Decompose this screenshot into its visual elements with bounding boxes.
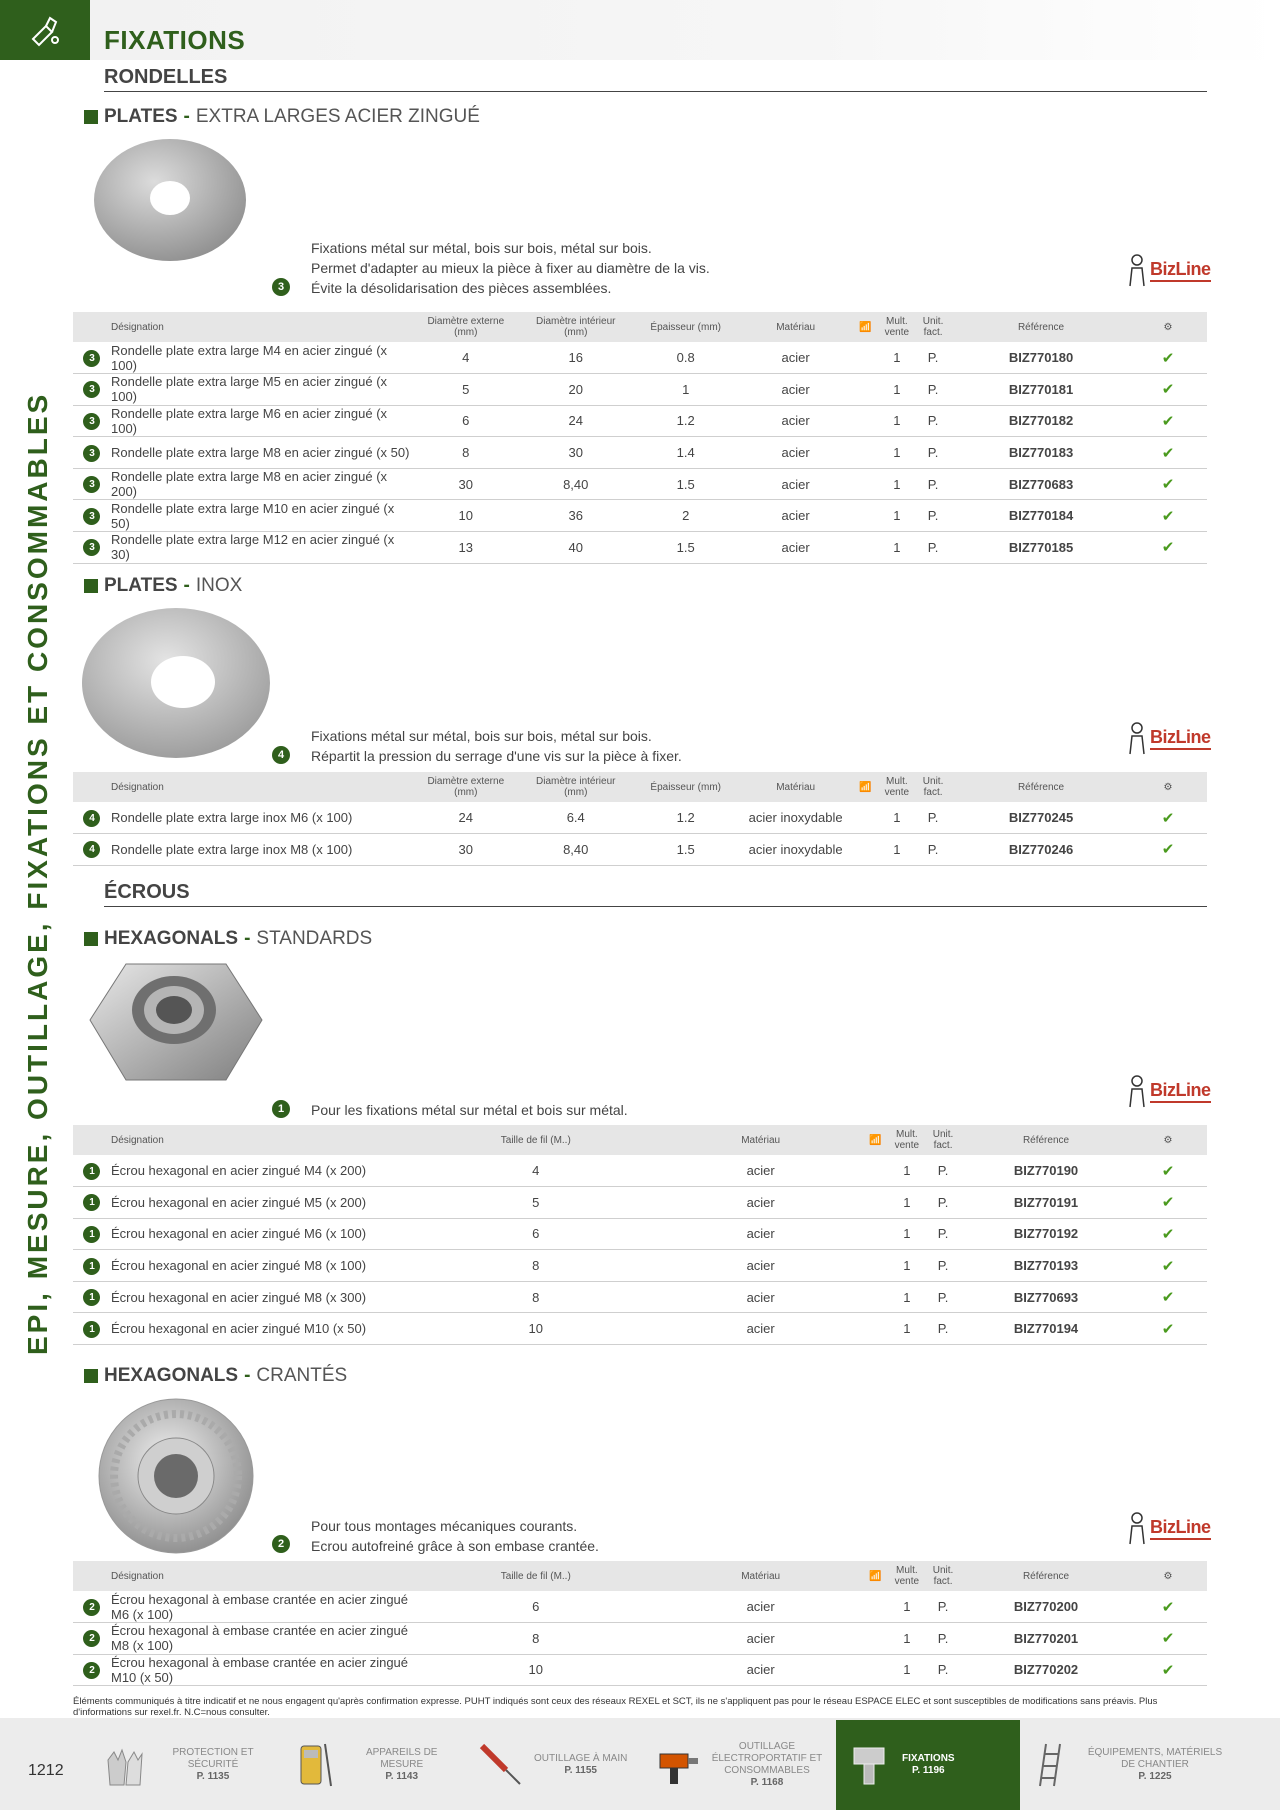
table-row <box>73 1313 1207 1345</box>
value-cell: 10 <box>411 1654 661 1686</box>
value-cell: 24 <box>411 802 521 834</box>
value-cell: acier <box>741 342 851 374</box>
value-cell: acier <box>741 374 851 406</box>
product-description: Fixations métal sur métal, bois sur bois, métal sur bois. Répartit la pression du serrage d'une vis sur la pièce à fixer. <box>311 728 682 764</box>
designation-cell: Rondelle plate extra large inox M8 (x 100) <box>111 834 411 866</box>
value-cell: 8 <box>411 1623 661 1655</box>
row-badge: 3 <box>83 381 100 398</box>
value-cell: P. <box>923 1250 963 1282</box>
value-cell: 6 <box>411 1218 661 1250</box>
spacer-cell <box>851 532 881 564</box>
reference-cell: BIZ770191 <box>963 1187 1129 1219</box>
row-badge: 3 <box>83 539 100 556</box>
spacer-cell <box>861 1281 891 1313</box>
value-cell: 1 <box>891 1250 923 1282</box>
value-cell: 1.4 <box>631 437 741 469</box>
reference-cell: BIZ770190 <box>963 1155 1129 1187</box>
reference-cell: BIZ770180 <box>953 342 1129 374</box>
reference-cell: BIZ770194 <box>963 1313 1129 1345</box>
spacer-cell <box>861 1187 891 1219</box>
spacer-cell <box>861 1218 891 1250</box>
check-icon: ✔ <box>1129 405 1207 437</box>
check-icon: ✔ <box>1129 532 1207 564</box>
check-icon: ✔ <box>1129 1654 1207 1686</box>
value-cell: 13 <box>411 532 521 564</box>
check-icon: ✔ <box>1129 834 1207 866</box>
spacer-cell <box>861 1591 891 1623</box>
spacer-cell <box>861 1250 891 1282</box>
value-cell: 1 <box>891 1218 923 1250</box>
flange-nut-image <box>96 1397 256 1555</box>
value-cell: 1 <box>881 468 913 500</box>
check-icon: ✔ <box>1129 1218 1207 1250</box>
value-cell: P. <box>923 1187 963 1219</box>
value-cell: P. <box>913 342 953 374</box>
mascot-icon <box>1126 252 1148 288</box>
reference-cell: BIZ770200 <box>963 1591 1129 1623</box>
footer-link-protection[interactable]: PROTECTION ET SÉCURITÉ P. 1135 <box>96 1720 272 1810</box>
row-badge: 1 <box>83 1258 100 1275</box>
value-cell: 1.2 <box>631 802 741 834</box>
page-title: FIXATIONS <box>104 25 246 55</box>
table-row <box>73 802 1207 834</box>
reference-cell: BIZ770192 <box>963 1218 1129 1250</box>
row-badge: 1 <box>83 1194 100 1211</box>
bullet-square <box>84 1369 98 1383</box>
value-cell: 6 <box>411 405 521 437</box>
footer-link-equipements[interactable]: ÉQUIPEMENTS, MATÉRIELS DE CHANTIER P. 1225 <box>1030 1720 1230 1810</box>
value-cell: 4 <box>411 342 521 374</box>
value-cell: P. <box>913 834 953 866</box>
value-cell: acier <box>741 405 851 437</box>
block-title-plates-inox: PLATES - INOX <box>84 575 242 597</box>
value-cell: 6 <box>411 1591 661 1623</box>
table-row <box>73 500 1207 532</box>
block-title-plates-zingue: PLATES - EXTRA LARGES ACIER ZINGUÉ <box>84 106 480 128</box>
value-cell: P. <box>913 405 953 437</box>
check-icon: ✔ <box>1129 1187 1207 1219</box>
value-cell: 2 <box>631 500 741 532</box>
bizline-logo: BizLine <box>1126 250 1211 290</box>
reference-cell: BIZ770183 <box>953 437 1129 469</box>
table-row <box>73 1187 1207 1219</box>
check-icon: ✔ <box>1129 1591 1207 1623</box>
value-cell: acier <box>741 500 851 532</box>
value-cell: acier <box>661 1313 861 1345</box>
spacer-cell <box>861 1155 891 1187</box>
bullet-square <box>84 110 98 124</box>
check-icon: ✔ <box>1129 802 1207 834</box>
value-cell: acier <box>661 1155 861 1187</box>
block-title-hex-standards: HEXAGONALS - STANDARDS <box>84 928 372 950</box>
table-row <box>73 405 1207 437</box>
table-row <box>73 1155 1207 1187</box>
row-badge: 3 <box>83 350 100 367</box>
table-row <box>73 1218 1207 1250</box>
spacer-cell <box>861 1654 891 1686</box>
check-icon: ✔ <box>1129 500 1207 532</box>
table-header: Désignation Taille de fil (M..) Matériau 📶 Mult. vente Unit. fact. Référence ⚙ <box>73 1561 1207 1591</box>
table-row <box>73 1250 1207 1282</box>
check-icon: ✔ <box>1129 437 1207 469</box>
product-description: Pour les fixations métal sur métal et bois sur métal. <box>311 1102 628 1118</box>
value-cell: 8 <box>411 437 521 469</box>
table-row <box>73 532 1207 564</box>
value-cell: 10 <box>411 1313 661 1345</box>
designation-cell: Écrou hexagonal en acier zingué M8 (x 300) <box>111 1281 411 1313</box>
designation-cell: Rondelle plate extra large M8 en acier zingué (x 50) <box>111 437 411 469</box>
value-cell: P. <box>923 1654 963 1686</box>
table-row <box>73 1281 1207 1313</box>
designation-cell: Écrou hexagonal en acier zingué M10 (x 50) <box>111 1313 411 1345</box>
value-cell: P. <box>913 437 953 469</box>
reference-cell: BIZ770246 <box>953 834 1129 866</box>
badge-number: 4 <box>272 746 290 764</box>
value-cell: 1 <box>891 1623 923 1655</box>
reference-cell: BIZ770693 <box>963 1281 1129 1313</box>
stock-icon: ⚙ <box>1129 1125 1207 1155</box>
designation-cell: Rondelle plate extra large M5 en acier zingué (x 100) <box>111 374 411 406</box>
designation-cell: Rondelle plate extra large M8 en acier zingué (x 200) <box>111 468 411 500</box>
designation-cell: Rondelle plate extra large M10 en acier zingué (x 50) <box>111 500 411 532</box>
table-row <box>73 834 1207 866</box>
mascot-icon <box>1126 1510 1148 1546</box>
spacer-cell <box>851 374 881 406</box>
designation-cell: Rondelle plate extra large M6 en acier zingué (x 100) <box>111 405 411 437</box>
ladder-icon <box>1030 1740 1080 1790</box>
value-cell: 1 <box>891 1654 923 1686</box>
value-cell: 1.5 <box>631 834 741 866</box>
value-cell: 5 <box>411 1187 661 1219</box>
spacer-cell <box>851 802 881 834</box>
designation-cell: Rondelle plate extra large M12 en acier zingué (x 30) <box>111 532 411 564</box>
designation-cell: Écrou hexagonal en acier zingué M5 (x 200) <box>111 1187 411 1219</box>
value-cell: acier inoxydable <box>741 802 851 834</box>
table-row <box>73 1654 1207 1686</box>
value-cell: 36 <box>521 500 631 532</box>
value-cell: 40 <box>521 532 631 564</box>
value-cell: 1 <box>881 802 913 834</box>
designation-cell: Rondelle plate extra large inox M6 (x 100) <box>111 802 411 834</box>
value-cell: acier <box>661 1654 861 1686</box>
badge-number: 2 <box>272 1535 290 1553</box>
check-icon: ✔ <box>1129 374 1207 406</box>
spacer-cell <box>861 1623 891 1655</box>
value-cell: P. <box>923 1313 963 1345</box>
value-cell: acier <box>661 1591 861 1623</box>
product-table-plates-zingue <box>73 312 1207 564</box>
badge-number: 3 <box>272 278 290 296</box>
section-rondelles: RONDELLES <box>104 66 1207 92</box>
mascot-icon <box>1126 1073 1148 1109</box>
spacer-cell <box>851 342 881 374</box>
wifi-icon: 📶 <box>851 312 881 342</box>
spacer-cell <box>851 500 881 532</box>
bullet-square <box>84 579 98 593</box>
reference-cell: BIZ770683 <box>953 468 1129 500</box>
row-badge: 2 <box>83 1630 100 1647</box>
value-cell: 8,40 <box>521 834 631 866</box>
reference-cell: BIZ770181 <box>953 374 1129 406</box>
value-cell: P. <box>923 1155 963 1187</box>
value-cell: P. <box>923 1591 963 1623</box>
screwdriver-icon <box>476 1740 526 1790</box>
product-table-hex-standards <box>73 1125 1207 1345</box>
stock-icon: ⚙ <box>1129 312 1207 342</box>
value-cell: P. <box>913 532 953 564</box>
designation-cell: Rondelle plate extra large M4 en acier zingué (x 100) <box>111 342 411 374</box>
table-row <box>73 1623 1207 1655</box>
clip-fixing-icon <box>844 1740 894 1790</box>
value-cell: P. <box>923 1281 963 1313</box>
value-cell: 1 <box>881 437 913 469</box>
check-icon: ✔ <box>1129 1250 1207 1282</box>
side-category-label: EPI, MESURE, OUTILLAGE, FIXATIONS ET CONSOMMABLES <box>22 391 53 1355</box>
reference-cell: BIZ770193 <box>963 1250 1129 1282</box>
footer-link-fixations[interactable]: FIXATIONS P. 1196 <box>836 1720 1020 1810</box>
reference-cell: BIZ770202 <box>963 1654 1129 1686</box>
spacer-cell <box>851 405 881 437</box>
row-badge: 1 <box>83 1163 100 1180</box>
footer-link-electroportatif[interactable]: OUTILLAGE ÉLECTROPORTATIF ET CONSOMMABLES P. 1168 <box>654 1720 830 1810</box>
value-cell: 1 <box>881 532 913 564</box>
row-badge: 3 <box>83 445 100 462</box>
value-cell: P. <box>913 500 953 532</box>
value-cell: 30 <box>521 437 631 469</box>
check-icon: ✔ <box>1129 1313 1207 1345</box>
product-table-hex-crantes <box>73 1561 1207 1686</box>
row-badge: 4 <box>83 810 100 827</box>
value-cell: 1.5 <box>631 532 741 564</box>
value-cell: 1 <box>631 374 741 406</box>
value-cell: P. <box>913 468 953 500</box>
washer-zinc-image <box>92 137 248 263</box>
check-icon: ✔ <box>1129 342 1207 374</box>
value-cell: 1 <box>891 1281 923 1313</box>
check-icon: ✔ <box>1129 468 1207 500</box>
value-cell: P. <box>913 802 953 834</box>
reference-cell: BIZ770201 <box>963 1623 1129 1655</box>
wifi-icon: 📶 <box>861 1125 891 1155</box>
row-badge: 1 <box>83 1321 100 1338</box>
table-header: Désignation Diamètre externe (mm) Diamètre intérieur (mm) Épaisseur (mm) Matériau 📶 Mult. vente Unit. fact. Référence ⚙ <box>73 772 1207 802</box>
value-cell: 8,40 <box>521 468 631 500</box>
value-cell: 0.8 <box>631 342 741 374</box>
bizline-logo: BizLine <box>1126 1508 1211 1548</box>
check-icon: ✔ <box>1129 1623 1207 1655</box>
table-header: Désignation Taille de fil (M..) Matériau 📶 Mult. vente Unit. fact. Référence ⚙ <box>73 1125 1207 1155</box>
value-cell: 24 <box>521 405 631 437</box>
value-cell: 1 <box>881 342 913 374</box>
designation-cell: Écrou hexagonal en acier zingué M4 (x 200) <box>111 1155 411 1187</box>
row-badge: 4 <box>83 841 100 858</box>
row-badge: 3 <box>83 476 100 493</box>
designation-cell: Écrou hexagonal à embase crantée en acier zingué M8 (x 100) <box>111 1623 411 1655</box>
designation-cell: Écrou hexagonal à embase crantée en acier zingué M6 (x 100) <box>111 1591 411 1623</box>
bizline-logo: BizLine <box>1126 1071 1211 1111</box>
value-cell: acier <box>741 532 851 564</box>
product-description: Pour tous montages mécaniques courants. Ecrou autofreiné grâce à son embase crantée. <box>311 1518 599 1554</box>
gloves-icon <box>100 1740 150 1790</box>
reference-cell: BIZ770184 <box>953 500 1129 532</box>
table-row <box>73 437 1207 469</box>
reference-cell: BIZ770182 <box>953 405 1129 437</box>
footer-link-outillage-main[interactable]: OUTILLAGE À MAIN P. 1155 <box>468 1720 644 1810</box>
value-cell: acier <box>661 1218 861 1250</box>
footer-link-mesure[interactable]: APPAREILS DE MESURE P. 1143 <box>282 1720 458 1810</box>
value-cell: 6.4 <box>521 802 631 834</box>
legal-footnote: Éléments communiqués à titre indicatif et ne nous engagent qu'après confirmation expresse. PUHT indiqués sont ceux des réseaux REXEL et SCT, ils ne s'appliquent pas pour le réseau ESPACE ELEC et sont susceptibles de modifications sans préavis. Plus d'informations sur rexel.fr. N.C=nous consulter. <box>73 1696 1158 1718</box>
reference-cell: BIZ770185 <box>953 532 1129 564</box>
row-badge: 3 <box>83 508 100 525</box>
wifi-icon: 📶 <box>851 772 881 802</box>
value-cell: 8 <box>411 1250 661 1282</box>
value-cell: acier inoxydable <box>741 834 851 866</box>
check-icon: ✔ <box>1129 1155 1207 1187</box>
value-cell: 8 <box>411 1281 661 1313</box>
value-cell: 16 <box>521 342 631 374</box>
washer-inox-image <box>80 606 272 760</box>
row-badge: 2 <box>83 1599 100 1616</box>
row-badge: 3 <box>83 413 100 430</box>
hex-nut-image <box>86 960 264 1084</box>
value-cell: acier <box>661 1187 861 1219</box>
value-cell: 4 <box>411 1155 661 1187</box>
value-cell: 1.2 <box>631 405 741 437</box>
multimeter-icon <box>289 1740 339 1790</box>
value-cell: 1 <box>891 1155 923 1187</box>
table-header: Désignation Diamètre externe (mm) Diamètre intérieur (mm) Épaisseur (mm) Matériau 📶 Mult. vente Unit. fact. Référence ⚙ <box>73 312 1207 342</box>
header-corner-logo <box>0 0 90 60</box>
value-cell: 1 <box>891 1313 923 1345</box>
stock-icon: ⚙ <box>1129 772 1207 802</box>
table-row <box>73 1591 1207 1623</box>
value-cell: 20 <box>521 374 631 406</box>
badge-number: 1 <box>272 1100 290 1118</box>
value-cell: 1 <box>891 1591 923 1623</box>
product-description: Fixations métal sur métal, bois sur bois, métal sur bois. Permet d'adapter au mieux la pièce à fixer au diamètre de la vis. Évite la désolidarisation des pièces assemblées. <box>311 240 710 296</box>
value-cell: 5 <box>411 374 521 406</box>
value-cell: P. <box>913 374 953 406</box>
value-cell: acier <box>741 437 851 469</box>
mascot-icon <box>1126 720 1148 756</box>
value-cell: 10 <box>411 500 521 532</box>
block-title-hex-crantes: HEXAGONALS - CRANTÉS <box>84 1365 347 1387</box>
wifi-icon: 📶 <box>861 1561 891 1591</box>
table-row <box>73 342 1207 374</box>
spacer-cell <box>861 1313 891 1345</box>
value-cell: 30 <box>411 834 521 866</box>
row-badge: 2 <box>83 1662 100 1679</box>
spacer-cell <box>851 834 881 866</box>
spacer-cell <box>851 468 881 500</box>
check-icon: ✔ <box>1129 1281 1207 1313</box>
header-bar <box>90 0 1280 60</box>
designation-cell: Écrou hexagonal à embase crantée en acier zingué M10 (x 50) <box>111 1654 411 1686</box>
value-cell: 1 <box>881 834 913 866</box>
spacer-cell <box>851 437 881 469</box>
table-row <box>73 468 1207 500</box>
section-ecrous: ÉCROUS <box>104 881 1207 907</box>
value-cell: 1 <box>891 1187 923 1219</box>
reference-cell: BIZ770245 <box>953 802 1129 834</box>
value-cell: P. <box>923 1623 963 1655</box>
designation-cell: Écrou hexagonal en acier zingué M8 (x 100) <box>111 1250 411 1282</box>
table-row <box>73 374 1207 406</box>
value-cell: acier <box>661 1250 861 1282</box>
tools-icon <box>28 13 62 47</box>
value-cell: acier <box>661 1281 861 1313</box>
value-cell: acier <box>661 1623 861 1655</box>
value-cell: 1.5 <box>631 468 741 500</box>
product-table-plates-inox <box>73 772 1207 866</box>
value-cell: 1 <box>881 405 913 437</box>
designation-cell: Écrou hexagonal en acier zingué M6 (x 100) <box>111 1218 411 1250</box>
value-cell: 30 <box>411 468 521 500</box>
stock-icon: ⚙ <box>1129 1561 1207 1591</box>
value-cell: acier <box>741 468 851 500</box>
value-cell: 1 <box>881 374 913 406</box>
bullet-square <box>84 932 98 946</box>
value-cell: 1 <box>881 500 913 532</box>
power-tool-icon <box>654 1740 704 1790</box>
value-cell: P. <box>923 1218 963 1250</box>
row-badge: 1 <box>83 1226 100 1243</box>
page-number: 1212 <box>28 1762 64 1779</box>
row-badge: 1 <box>83 1289 100 1306</box>
bizline-logo: BizLine <box>1126 718 1211 758</box>
